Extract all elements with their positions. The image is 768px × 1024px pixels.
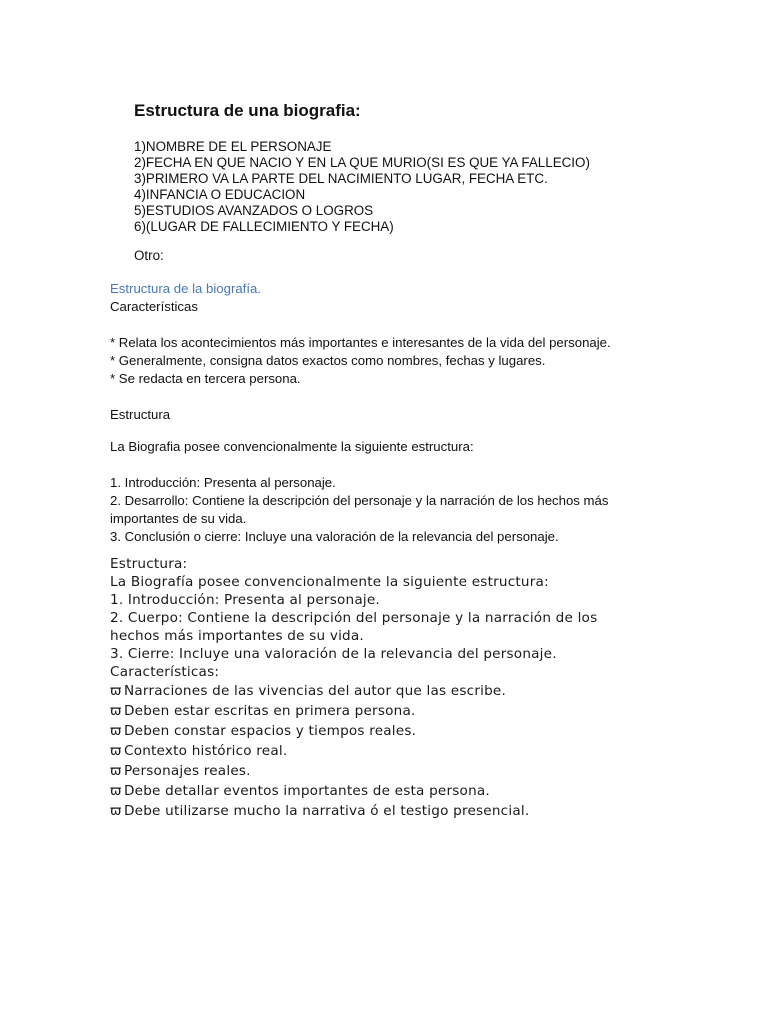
text-line: Características: bbox=[110, 664, 220, 680]
bullet-text: Narraciones de las vivencias del autor que las escribe. bbox=[124, 683, 507, 699]
list-item: 1. Introducción: Presenta al personaje. bbox=[110, 475, 336, 490]
otro-label: Otro: bbox=[134, 248, 164, 263]
list-item: * Se redacta en tercera persona. bbox=[110, 371, 301, 386]
bullet-symbol-icon: ϖ bbox=[110, 743, 122, 759]
bullet-item bbox=[110, 701, 670, 721]
bullet-text: Deben estar escritas en primera persona. bbox=[124, 703, 416, 719]
list-item: 4)INFANCIA O EDUCACION bbox=[134, 187, 306, 202]
bullet-text: Contexto histórico real. bbox=[124, 743, 288, 759]
list-item: 2)FECHA EN QUE NACIO Y EN LA QUE MURIO(SI ES QUE YA FALLECIO) bbox=[134, 155, 590, 170]
bullet-item bbox=[110, 781, 670, 801]
list-item: * Generalmente, consigna datos exactos como nombres, fechas y lugares. bbox=[110, 353, 546, 368]
bullet-symbol-icon: ϖ bbox=[110, 763, 122, 779]
section-structure-b bbox=[110, 555, 670, 821]
list-item: 2. Desarrollo: Contiene la descripción del personaje y la narración de los hechos más bbox=[110, 493, 609, 508]
section-structure-a bbox=[110, 280, 670, 546]
text-line: 2. Cuerpo: Contiene la descripción del personaje y la narración de los bbox=[110, 610, 598, 626]
bullet-item bbox=[110, 801, 670, 821]
bullet-text: Debe utilizarse mucho la narrativa ó el testigo presencial. bbox=[124, 803, 530, 819]
bullet-symbol-icon: ϖ bbox=[110, 783, 122, 799]
bullet-item bbox=[110, 681, 670, 701]
bullet-item bbox=[110, 741, 670, 761]
bullet-item bbox=[110, 761, 670, 781]
text-line: Estructura: bbox=[110, 556, 188, 572]
bullet-item bbox=[110, 721, 670, 741]
list-item: importantes de su vida. bbox=[110, 511, 247, 526]
bullet-text: Personajes reales. bbox=[124, 763, 251, 779]
biography-steps-list bbox=[134, 139, 590, 235]
text-line: hechos más importantes de su vida. bbox=[110, 628, 364, 644]
structure-intro: La Biografia posee convencionalmente la siguiente estructura: bbox=[110, 439, 474, 454]
list-item: 5)ESTUDIOS AVANZADOS O LOGROS bbox=[134, 203, 374, 218]
list-item: 3. Conclusión o cierre: Incluye una valoración de la relevancia del personaje. bbox=[110, 529, 559, 544]
bullet-text: Debe detallar eventos importantes de esta persona. bbox=[124, 783, 490, 799]
structure-label: Estructura bbox=[110, 407, 171, 422]
list-item: * Relata los acontecimientos más importantes e interesantes de la vida del personaje. bbox=[110, 335, 611, 350]
bullet-symbol-icon: ϖ bbox=[110, 683, 122, 699]
text-line: 1. Introducción: Presenta al personaje. bbox=[110, 592, 380, 608]
bullet-symbol-icon: ϖ bbox=[110, 703, 122, 719]
list-item: 3)PRIMERO VA LA PARTE DEL NACIMIENTO LUGAR, FECHA ETC. bbox=[134, 171, 548, 186]
characteristics-label: Características bbox=[110, 299, 198, 314]
bullet-symbol-icon: ϖ bbox=[110, 723, 122, 739]
list-item: 6)(LUGAR DE FALLECIMIENTO Y FECHA) bbox=[134, 219, 394, 234]
list-item: 1)NOMBRE DE EL PERSONAJE bbox=[134, 139, 332, 154]
bullet-text: Deben constar espacios y tiempos reales. bbox=[124, 723, 417, 739]
text-line: 3. Cierre: Incluye una valoración de la relevancia del personaje. bbox=[110, 646, 557, 662]
bullet-symbol-icon: ϖ bbox=[110, 803, 122, 819]
section-heading-link[interactable]: Estructura de la biografía. bbox=[110, 281, 262, 296]
document-title: Estructura de una biografia: bbox=[134, 101, 361, 120]
text-line: La Biografía posee convencionalmente la siguiente estructura: bbox=[110, 574, 549, 590]
